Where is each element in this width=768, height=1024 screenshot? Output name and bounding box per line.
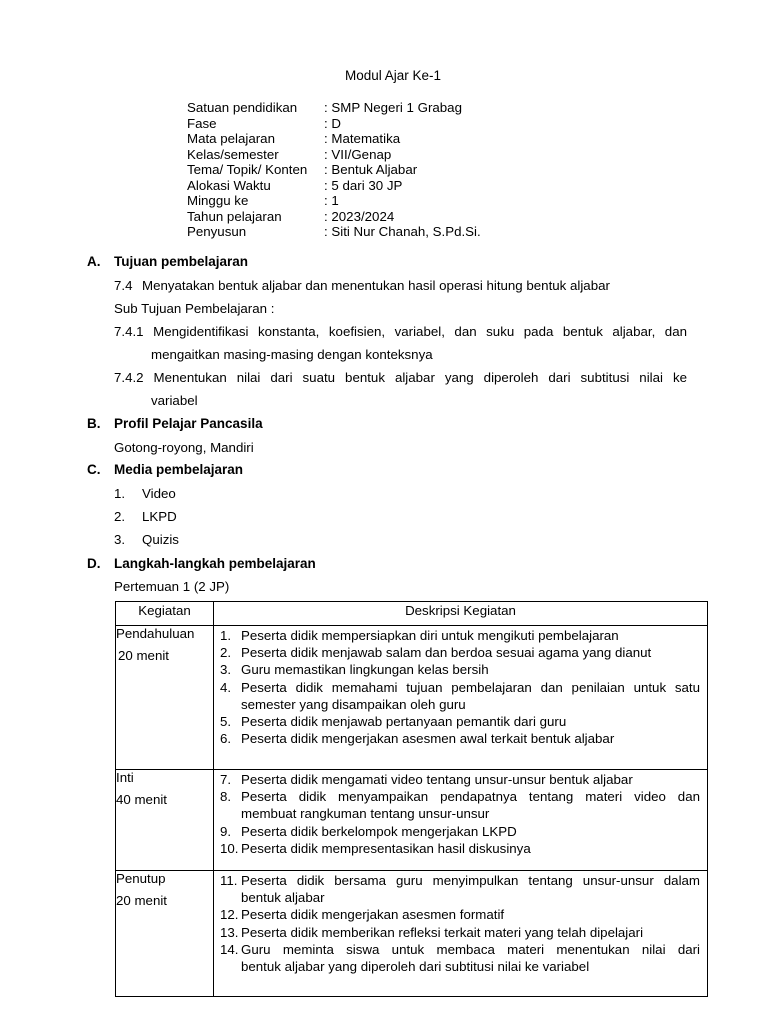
info-label: Mata pelajaran <box>187 131 275 146</box>
step-text: Peserta didik mempresentasikan hasil diskusinya <box>241 840 531 856</box>
info-row-kelas <box>187 147 481 163</box>
step-text: membuat rangkuman tentang unsur-unsur <box>241 806 490 822</box>
media-item-number: 3. <box>114 532 126 547</box>
table-row <box>116 626 708 770</box>
step-text: Peserta didik menyampaikan pendapatnya tentang materi video dan <box>241 789 700 805</box>
page-title: Modul Ajar Ke-1 <box>344 68 442 83</box>
media-item-number: 1. <box>114 486 126 501</box>
activity-cell <box>116 871 214 997</box>
sub-goal-1-line-2: mengaitkan masing-masing dengan konteksnya <box>151 347 433 362</box>
step-number: 7. <box>220 772 232 787</box>
info-value: : 5 dari 30 JP <box>324 177 403 193</box>
description-cell <box>214 626 708 770</box>
list-item <box>220 941 700 975</box>
step-number: 6. <box>220 731 232 747</box>
info-label: Fase <box>187 115 217 131</box>
info-value: : VII/Genap <box>324 146 392 162</box>
table-header-row <box>116 602 708 626</box>
media-item-video: Video <box>142 486 176 501</box>
activity-name: Inti <box>116 770 134 785</box>
step-number: 10. <box>220 840 239 856</box>
step-text: bentuk aljabar yang diperoleh dari subtitusi nilai ke variabel <box>241 959 590 975</box>
section-b-title: Profil Pelajar Pancasila <box>114 416 263 431</box>
list-item <box>220 661 700 678</box>
table-row <box>116 871 708 997</box>
step-number: 3. <box>220 662 232 678</box>
section-d-title: Langkah-langkah pembelajaran <box>114 556 316 571</box>
step-text: semester yang disampaikan oleh guru <box>241 696 466 712</box>
list-item <box>220 906 700 923</box>
activity-cell <box>116 626 214 770</box>
step-number: 1. <box>220 628 232 643</box>
step-list <box>214 626 707 747</box>
info-row-fase <box>187 116 481 132</box>
info-value: : 2023/2024 <box>324 208 395 224</box>
info-label: Alokasi Waktu <box>187 177 271 193</box>
column-header-deskripsi: Deskripsi Kegiatan <box>214 602 708 626</box>
sub-goal-2-line-1: 7.4.2 Menentukan nilai dari suatu bentuk aljabar yang diperoleh dari subtitusi nilai ke <box>114 370 687 385</box>
step-list <box>214 770 707 857</box>
info-label: Satuan pendidikan <box>187 100 298 115</box>
table-row <box>116 770 708 871</box>
activity-duration: 40 menit <box>116 792 167 807</box>
step-text: Peserta didik menjawab salam dan berdoa sesuai agama yang dianut <box>241 645 652 661</box>
step-number: 8. <box>220 789 232 805</box>
section-a-letter: A. <box>87 254 101 269</box>
step-list <box>214 871 707 975</box>
media-item-lkpd: LKPD <box>142 509 177 524</box>
step-text: Peserta didik berkelompok mengerjakan LKPD <box>241 823 517 839</box>
info-value: : SMP Negeri 1 Grabag <box>324 100 462 115</box>
section-b-letter: B. <box>87 416 101 431</box>
step-text: Peserta didik mengerjakan asesmen awal terkait bentuk aljabar <box>241 731 615 747</box>
info-row-tahun <box>187 209 481 225</box>
info-row-satuan <box>187 100 481 116</box>
info-row-mapel <box>187 131 481 147</box>
sub-goal-2-line-2: variabel <box>151 393 198 408</box>
list-item <box>220 823 700 840</box>
info-row-alokasi <box>187 178 481 194</box>
step-text: Peserta didik memberikan refleksi terkait materi yang telah dipelajari <box>241 924 644 940</box>
step-text: Peserta didik memahami tujuan pembelajaran dan penilaian untuk satu <box>241 679 700 695</box>
info-row-tema <box>187 162 481 178</box>
step-text: Guru meminta siswa untuk membaca materi menentukan nilai dari <box>241 941 700 957</box>
media-item-number: 2. <box>114 509 126 524</box>
sub-goal-heading: Sub Tujuan Pembelajaran : <box>114 301 275 316</box>
list-item <box>220 627 700 644</box>
step-number: 9. <box>220 823 232 839</box>
info-value: : Bentuk Aljabar <box>324 162 418 177</box>
activity-table <box>115 601 708 997</box>
list-item <box>220 840 700 857</box>
list-item <box>220 644 700 661</box>
step-text: Peserta didik menjawab pertanyaan pemantik dari guru <box>241 714 567 730</box>
step-number: 2. <box>220 645 232 661</box>
info-value: : Matematika <box>324 131 401 146</box>
section-c-letter: C. <box>87 462 101 477</box>
info-label: Tema/ Topik/ Konten <box>187 162 308 177</box>
step-number: 4. <box>220 679 232 695</box>
step-number: 5. <box>220 714 232 730</box>
list-item <box>220 924 700 941</box>
media-item-quizis: Quizis <box>142 532 179 547</box>
list-item <box>220 679 700 713</box>
goal-number: 7.4 <box>114 278 133 293</box>
list-item <box>220 872 700 906</box>
section-a-title: Tujuan pembelajaran <box>114 254 249 269</box>
step-text: Peserta didik mempersiapkan diri untuk mengikuti pembelajaran <box>241 628 619 643</box>
activity-name: Pendahuluan <box>116 626 195 641</box>
step-number: 11. <box>220 873 238 888</box>
info-value: : D <box>324 115 341 131</box>
info-label: Tahun pelajaran <box>187 208 282 224</box>
module-info <box>187 100 481 240</box>
description-cell <box>214 871 708 997</box>
list-item <box>220 788 700 822</box>
goal-text: Menyatakan bentuk aljabar dan menentukan hasil operasi hitung bentuk aljabar <box>142 278 610 293</box>
meeting-label: Pertemuan 1 (2 JP) <box>114 579 230 594</box>
activity-duration: 20 menit <box>118 648 169 663</box>
info-label: Penyusun <box>187 224 247 239</box>
section-d-letter: D. <box>87 556 101 571</box>
info-value: : 1 <box>324 193 339 208</box>
activity-name: Penutup <box>116 871 166 886</box>
list-item <box>220 730 700 747</box>
list-item <box>220 713 700 730</box>
info-label: Kelas/semester <box>187 146 279 162</box>
step-text: bentuk aljabar <box>241 890 325 906</box>
step-number: 14. <box>220 941 239 957</box>
step-number: 13. <box>220 924 239 940</box>
profile-text: Gotong-royong, Mandiri <box>114 440 254 455</box>
list-item <box>220 771 700 788</box>
step-text: Peserta didik bersama guru menyimpulkan tentang unsur-unsur dalam <box>241 873 700 888</box>
step-text: Peserta didik mengamati video tentang unsur-unsur bentuk aljabar <box>241 772 633 787</box>
info-row-penyusun <box>187 224 481 240</box>
info-row-minggu <box>187 193 481 209</box>
section-c-title: Media pembelajaran <box>114 462 244 477</box>
activity-duration: 20 menit <box>116 893 167 908</box>
step-number: 12. <box>220 907 239 923</box>
activity-cell <box>116 770 214 871</box>
step-text: Guru memastikan lingkungan kelas bersih <box>241 662 489 678</box>
sub-goal-1-line-1: 7.4.1 Mengidentifikasi konstanta, koefisien, variabel, dan suku pada bentuk aljabar, dan <box>114 324 687 339</box>
column-header-kegiatan: Kegiatan <box>116 602 214 626</box>
description-cell <box>214 770 708 871</box>
step-text: Peserta didik mengerjakan asesmen formatif <box>241 907 505 923</box>
info-value: : Siti Nur Chanah, S.Pd.Si. <box>324 224 481 239</box>
info-label: Minggu ke <box>187 193 249 208</box>
